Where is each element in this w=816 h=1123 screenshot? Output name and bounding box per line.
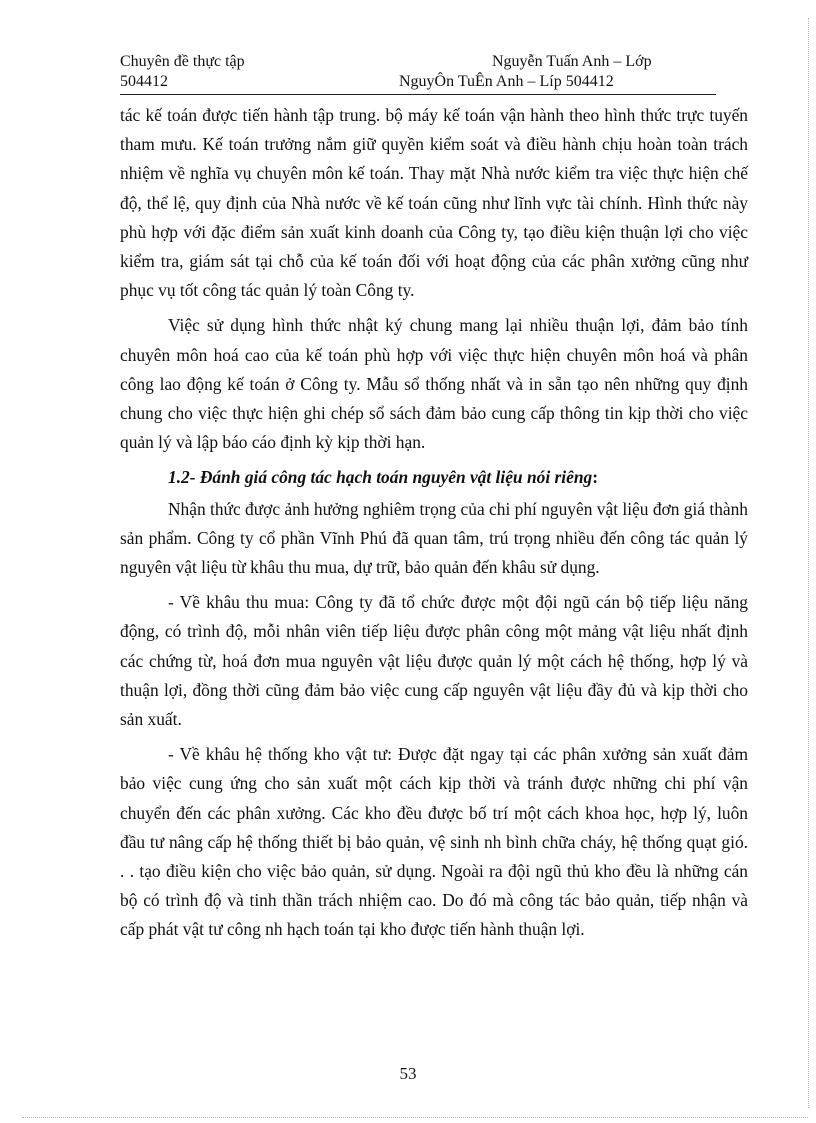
page-number: 53 [399, 1064, 417, 1083]
header-class-code: 504412 [120, 73, 168, 90]
document-body [120, 101, 748, 945]
paragraph: Nhận thức được ảnh hưởng nghiêm trọng của chi phí nguyên vật liệu đơn giá thành sản phẩm. Công ty cổ phần Vĩnh Phú đã quan tâm, trú trọng nhiều đến công tác quản lý nguyên vật liệu từ khâu thu mua, dự trữ, bảo quản đến khâu sử dụng. [120, 498, 748, 578]
section-heading [120, 463, 748, 492]
header-rule [120, 94, 716, 95]
page-frame-right [808, 18, 809, 1108]
section-heading-colon: : [592, 467, 598, 488]
header-author-garbled: NguyÔn TuÊn Anh – Líp 504412 [399, 73, 614, 90]
paragraph: Việc sử dụng hình thức nhật ký chung mang lại nhiều thuận lợi, đảm bảo tính chuyên môn hoá cao của kế toán phù hợp với việc thực hiện chuyên môn hoá và phân công lao động kế toán ở Công ty. Mẫu sổ thống nhất và in sẵn tạo nên những quy định chung cho việc thực hiện ghi chép sổ sách đảm bảo cung cấp thông tin kịp thời cho việc quản lý và lập báo cáo định kỳ kịp thời hạn. [120, 315, 748, 453]
header-author-class: Nguyễn Tuấn Anh – Lớp [492, 53, 652, 70]
header-document-type: Chuyên đề thực tập [120, 53, 245, 70]
page-frame-bottom [22, 1117, 808, 1118]
paragraph: tác kế toán được tiến hành tập trung. bộ máy kế toán vận hành theo hình thức trực tuyến tham mưu. Kế toán trưởng nắm giữ quyền kiểm soát và điều hành chịu hoàn toàn trách nhiệm về nghĩa vụ chuyên môn kế toán. Thay mặt Nhà nước kiểm tra việc thực hiện chế độ, thể lệ, quy định của Nhà nước về kế toán cũng như lĩnh vực tài chính. Hình thức này phù hợp với đặc điểm sản xuất kinh doanh của Công ty, tạo điều kiện thuận lợi cho việc kiểm tra, giám sát tại chỗ của kế toán đối với hoạt động của các phân xưởng cũng như phục vụ tốt công tác quản lý toàn Công ty. [120, 105, 748, 301]
paragraph: - Về khâu hệ thống kho vật tư: Được đặt ngay tại các phân xưởng sản xuất đảm bảo việc cung ứng cho sản xuất một cách kịp thời và tránh được những chi phí vận chuyển đến các phân xưởng. Các kho đều được bố trí một cách khoa học, hợp lý, luôn đầu tư nâng cấp hệ thống thiết bị bảo quản, vệ sinh nh bình chữa cháy, hệ thống quạt gió. . . tạo điều kiện cho việc bảo quản, sử dụng. Ngoài ra đội ngũ thủ kho đều là những cán bộ có trình độ và tinh thần trách nhiệm cao. Do đó mà công tác bảo quản, tiếp nhận và cấp phát vật tư công nh hạch toán tại kho được tiến hành thuận lợi. [120, 744, 748, 940]
page-header [120, 52, 716, 92]
paragraph: - Về khâu thu mua: Công ty đã tổ chức được một đội ngũ cán bộ tiếp liệu năng động, có trình độ, mỗi nhân viên tiếp liệu được phân công một mảng vật liệu nhất định các chứng từ, hoá đơn mua nguyên vật liệu được quản lý một cách hệ thống, hợp lý và thuận lợi, đồng thời cũng đảm bảo việc cung cấp nguyên vật liệu đầy đủ và kịp thời cho sản xuất. [120, 592, 748, 730]
section-heading-text: 1.2- Đánh giá công tác hạch toán nguyên vật liệu nói riêng [168, 467, 593, 488]
